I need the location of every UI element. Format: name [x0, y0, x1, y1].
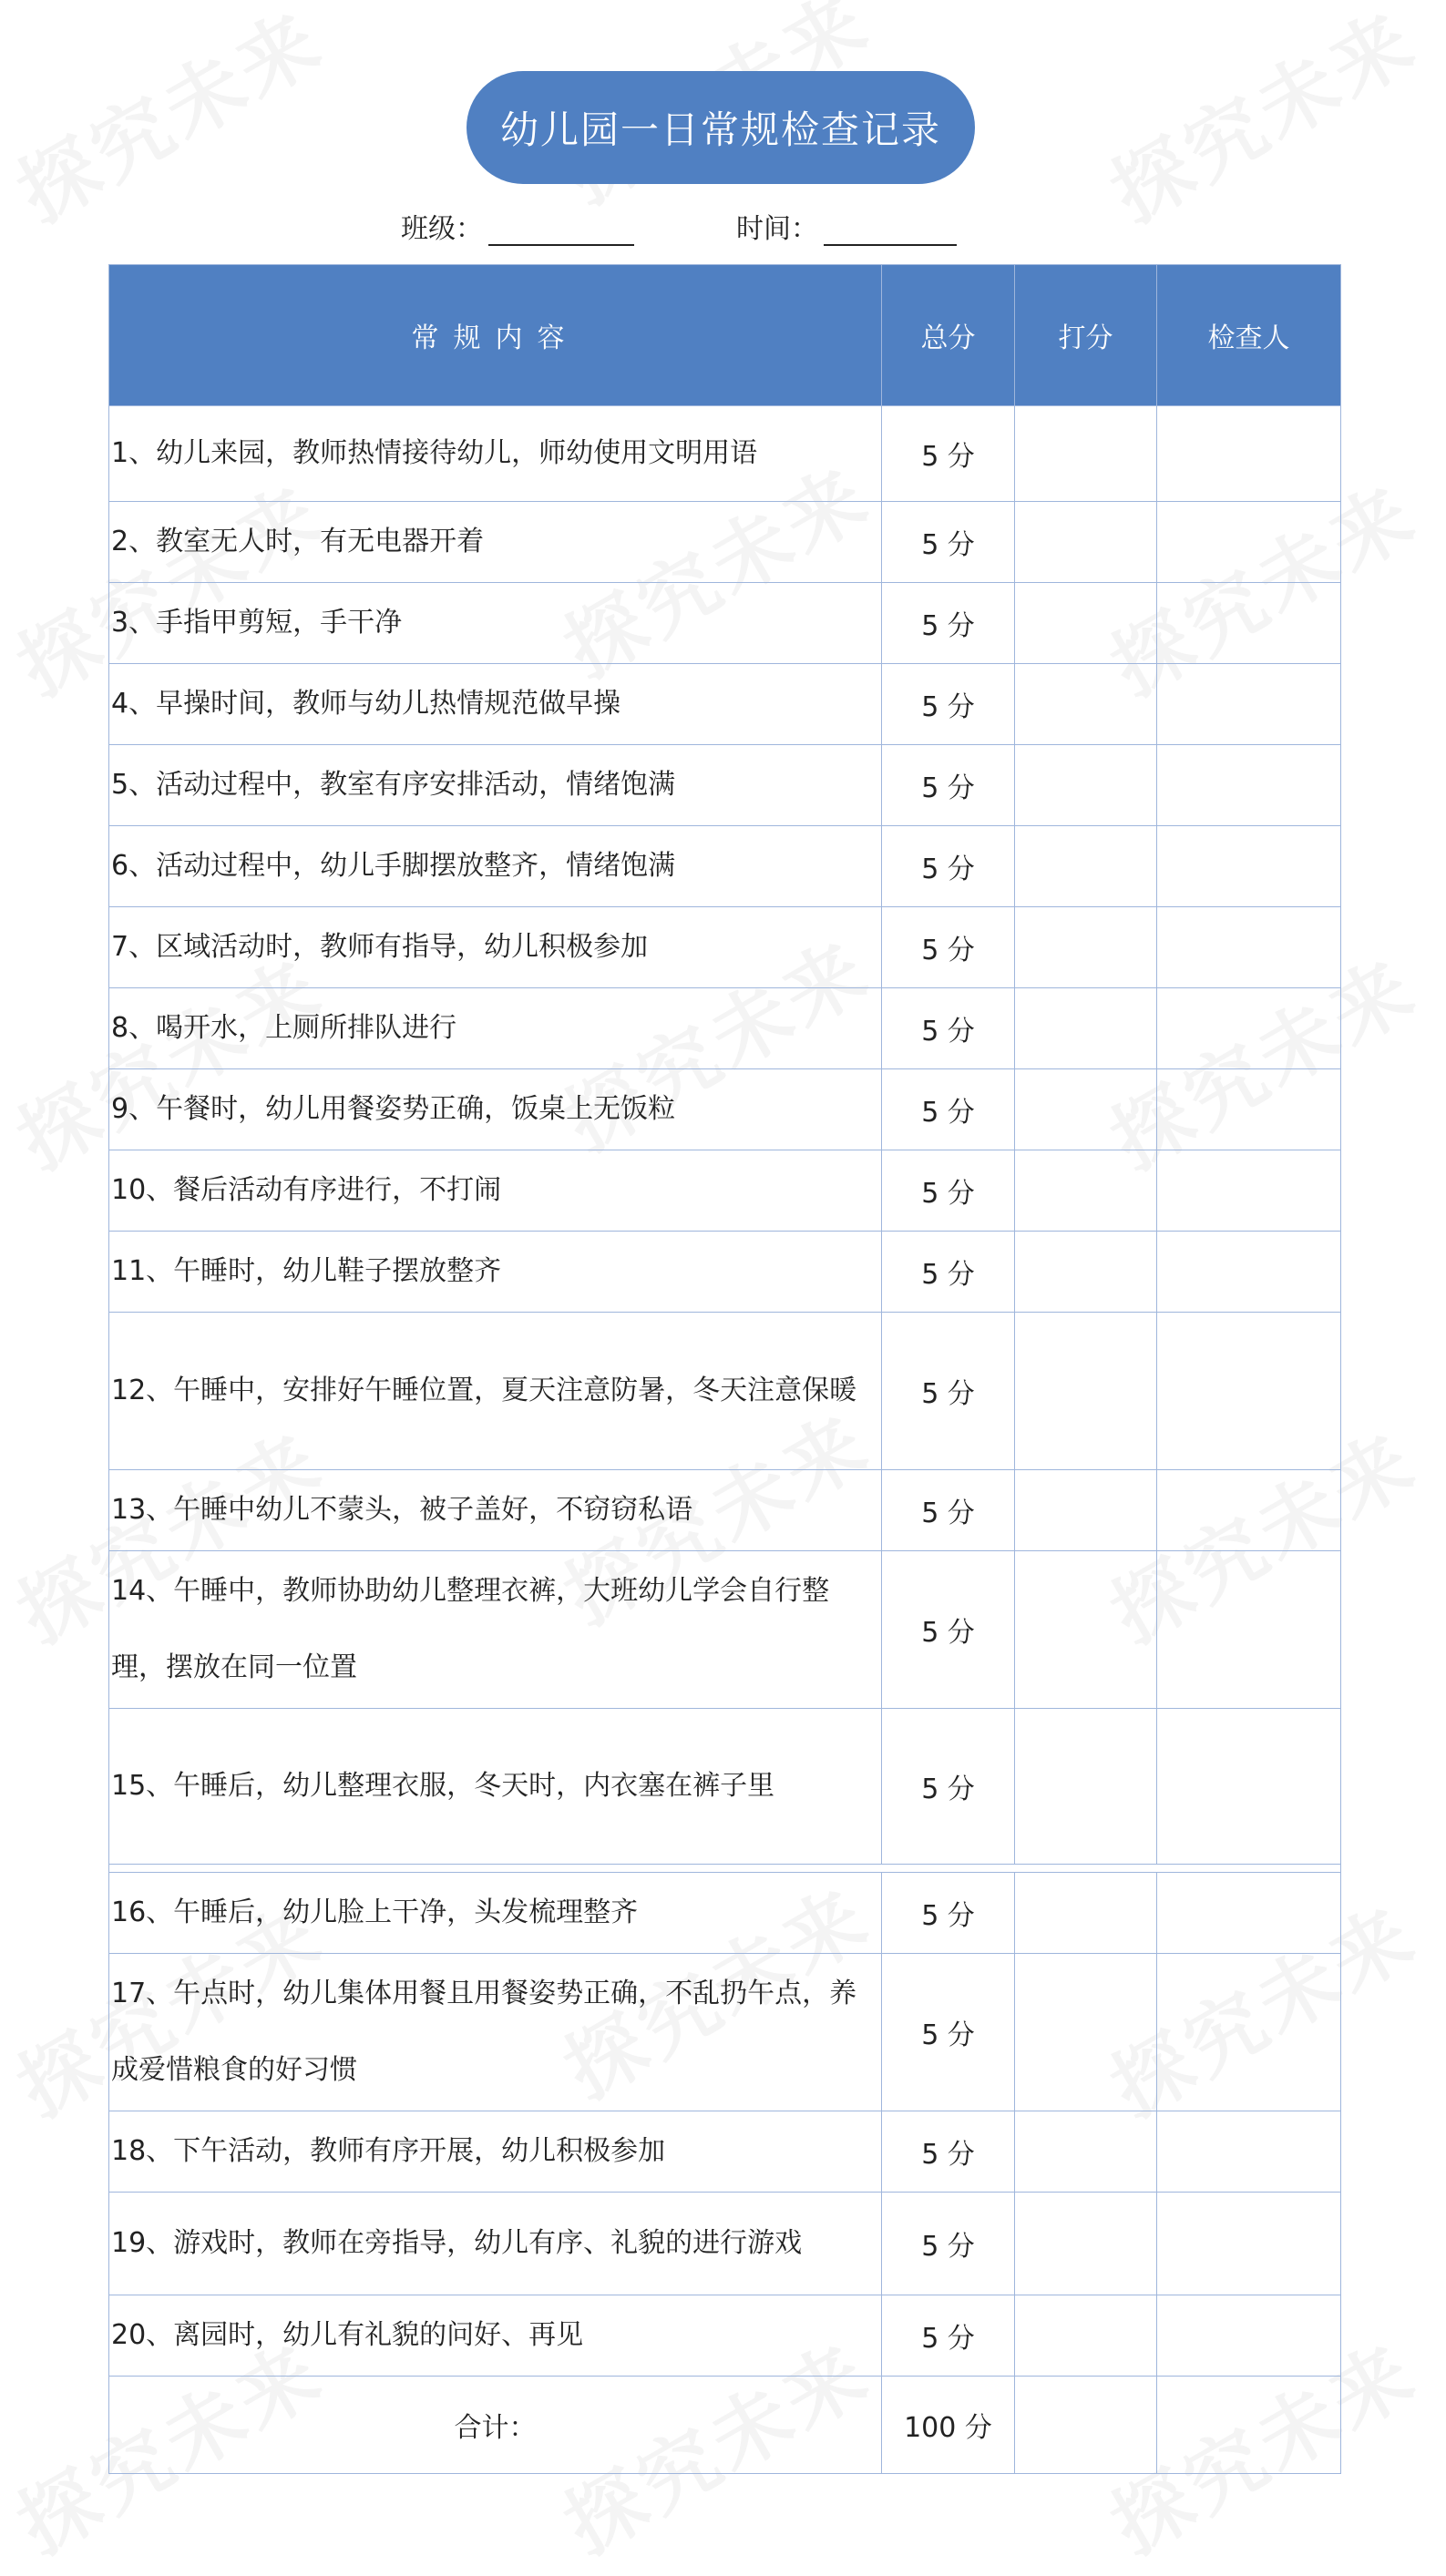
row-inspector-cell[interactable] [1157, 745, 1341, 826]
row-inspector-cell[interactable] [1157, 1232, 1341, 1313]
row-total-score: 5 分 [882, 1873, 1015, 1954]
table-row [109, 1709, 1341, 1865]
table-row [109, 502, 1341, 583]
row-content: 2、教室无人时，有无电器开着 [109, 502, 882, 583]
row-content: 9、午餐时，幼儿用餐姿势正确，饭桌上无饭粒 [109, 1069, 882, 1150]
row-mark-cell[interactable] [1015, 1709, 1157, 1865]
table-row [109, 1470, 1341, 1551]
row-content: 10、餐后活动有序进行，不打闹 [109, 1150, 882, 1232]
row-content: 13、午睡中幼儿不蒙头，被子盖好，不窃窃私语 [109, 1470, 882, 1551]
table-row [109, 1873, 1341, 1954]
row-inspector-cell[interactable] [1157, 1954, 1341, 2111]
table-header-row [109, 265, 1341, 406]
row-inspector-cell[interactable] [1157, 2193, 1341, 2295]
row-total-score: 5 分 [882, 583, 1015, 664]
table-row [109, 2295, 1341, 2377]
table-row [109, 583, 1341, 664]
row-inspector-cell[interactable] [1157, 2295, 1341, 2377]
row-inspector-cell[interactable] [1157, 1709, 1341, 1865]
time-label: 时间： [736, 213, 818, 245]
class-field [401, 206, 634, 246]
row-mark-cell[interactable] [1015, 2295, 1157, 2377]
row-mark-cell[interactable] [1015, 2193, 1157, 2295]
row-content: 3、手指甲剪短，手干净 [109, 583, 882, 664]
row-content: 6、活动过程中，幼儿手脚摆放整齐，情绪饱满 [109, 826, 882, 907]
row-mark-cell[interactable] [1015, 1470, 1157, 1551]
meta-row [0, 206, 1446, 246]
row-content: 14、午睡中，教师协助幼儿整理衣裤，大班幼儿学会自行整理，摆放在同一位置 [109, 1551, 882, 1709]
row-total-score: 5 分 [882, 664, 1015, 745]
class-blank[interactable] [488, 211, 634, 246]
row-inspector-cell[interactable] [1157, 1873, 1341, 1954]
row-inspector-cell[interactable] [1157, 406, 1341, 502]
table-row [109, 1069, 1341, 1150]
row-mark-cell[interactable] [1015, 1873, 1157, 1954]
row-inspector-cell[interactable] [1157, 1551, 1341, 1709]
row-total-score: 5 分 [882, 1313, 1015, 1470]
row-mark-cell[interactable] [1015, 907, 1157, 988]
row-total-score: 5 分 [882, 2193, 1015, 2295]
table-row [109, 988, 1341, 1069]
row-mark-cell[interactable] [1015, 1069, 1157, 1150]
table-row [109, 1954, 1341, 2111]
row-mark-cell[interactable] [1015, 502, 1157, 583]
row-total-score: 5 分 [882, 988, 1015, 1069]
table-row [109, 745, 1341, 826]
row-inspector-cell[interactable] [1157, 1313, 1341, 1470]
row-mark-cell[interactable] [1015, 2111, 1157, 2193]
row-content: 7、区域活动时，教师有指导，幼儿积极参加 [109, 907, 882, 988]
class-label: 班级： [401, 213, 483, 245]
table-row [109, 664, 1341, 745]
row-content: 8、喝开水，上厕所排队进行 [109, 988, 882, 1069]
row-content: 18、下午活动，教师有序开展，幼儿积极参加 [109, 2111, 882, 2193]
row-content: 16、午睡后，幼儿脸上干净，头发梳理整齐 [109, 1873, 882, 1954]
row-total-score: 5 分 [882, 1709, 1015, 1865]
row-mark-cell[interactable] [1015, 1551, 1157, 1709]
table-row [109, 2111, 1341, 2193]
row-mark-cell[interactable] [1015, 406, 1157, 502]
row-mark-cell[interactable] [1015, 988, 1157, 1069]
total-mark-cell[interactable] [1015, 2377, 1157, 2474]
total-score: 100 分 [882, 2377, 1015, 2474]
row-content: 1、幼儿来园，教师热情接待幼儿，师幼使用文明用语 [109, 406, 882, 502]
table-row [109, 1551, 1341, 1709]
row-inspector-cell[interactable] [1157, 826, 1341, 907]
total-inspector-cell[interactable] [1157, 2377, 1341, 2474]
table-row [109, 1150, 1341, 1232]
row-inspector-cell[interactable] [1157, 988, 1341, 1069]
row-total-score: 5 分 [882, 502, 1015, 583]
total-row [109, 2377, 1341, 2474]
page-title: 幼儿园一日常规检查记录 [467, 71, 975, 184]
row-total-score: 5 分 [882, 1150, 1015, 1232]
row-total-score: 5 分 [882, 1232, 1015, 1313]
row-total-score: 5 分 [882, 1069, 1015, 1150]
row-inspector-cell[interactable] [1157, 583, 1341, 664]
row-total-score: 5 分 [882, 2111, 1015, 2193]
row-total-score: 5 分 [882, 826, 1015, 907]
row-total-score: 5 分 [882, 1470, 1015, 1551]
row-inspector-cell[interactable] [1157, 907, 1341, 988]
row-total-score: 5 分 [882, 1954, 1015, 2111]
row-mark-cell[interactable] [1015, 1313, 1157, 1470]
row-total-score: 5 分 [882, 907, 1015, 988]
row-mark-cell[interactable] [1015, 1150, 1157, 1232]
row-mark-cell[interactable] [1015, 1232, 1157, 1313]
row-content: 11、午睡时，幼儿鞋子摆放整齐 [109, 1232, 882, 1313]
row-total-score: 5 分 [882, 745, 1015, 826]
header-mark: 打分 [1015, 265, 1157, 406]
header-content: 常规内容 [109, 265, 882, 406]
row-content: 12、午睡中，安排好午睡位置，夏天注意防暑，冬天注意保暖 [109, 1313, 882, 1470]
row-mark-cell[interactable] [1015, 1954, 1157, 2111]
row-content: 20、离园时，幼儿有礼貌的问好、再见 [109, 2295, 882, 2377]
table-row [109, 2193, 1341, 2295]
header-inspector: 检查人 [1157, 265, 1341, 406]
row-total-score: 5 分 [882, 406, 1015, 502]
row-inspector-cell[interactable] [1157, 1069, 1341, 1150]
table-row [109, 1232, 1341, 1313]
table-row [109, 907, 1341, 988]
row-mark-cell[interactable] [1015, 745, 1157, 826]
row-inspector-cell[interactable] [1157, 502, 1341, 583]
row-content: 15、午睡后，幼儿整理衣服，冬天时，内衣塞在裤子里 [109, 1709, 882, 1865]
section-gap [109, 1865, 1341, 1873]
row-total-score: 5 分 [882, 2295, 1015, 2377]
time-blank[interactable] [824, 211, 957, 246]
total-label: 合计： [109, 2377, 882, 2474]
row-content: 4、早操时间，教师与幼儿热情规范做早操 [109, 664, 882, 745]
row-mark-cell[interactable] [1015, 826, 1157, 907]
table-row [109, 406, 1341, 502]
table-row [109, 826, 1341, 907]
row-total-score: 5 分 [882, 1551, 1015, 1709]
row-inspector-cell[interactable] [1157, 2111, 1341, 2193]
time-field [736, 206, 957, 246]
header-total: 总分 [882, 265, 1015, 406]
row-inspector-cell[interactable] [1157, 1150, 1341, 1232]
inspection-table [108, 264, 1341, 2474]
row-content: 17、午点时，幼儿集体用餐且用餐姿势正确，不乱扔午点，养成爱惜粮食的好习惯 [109, 1954, 882, 2111]
table-row [109, 1313, 1341, 1470]
row-content: 19、游戏时，教师在旁指导，幼儿有序、礼貌的进行游戏 [109, 2193, 882, 2295]
row-inspector-cell[interactable] [1157, 664, 1341, 745]
row-content: 5、活动过程中，教室有序安排活动，情绪饱满 [109, 745, 882, 826]
row-inspector-cell[interactable] [1157, 1470, 1341, 1551]
row-mark-cell[interactable] [1015, 583, 1157, 664]
row-mark-cell[interactable] [1015, 664, 1157, 745]
